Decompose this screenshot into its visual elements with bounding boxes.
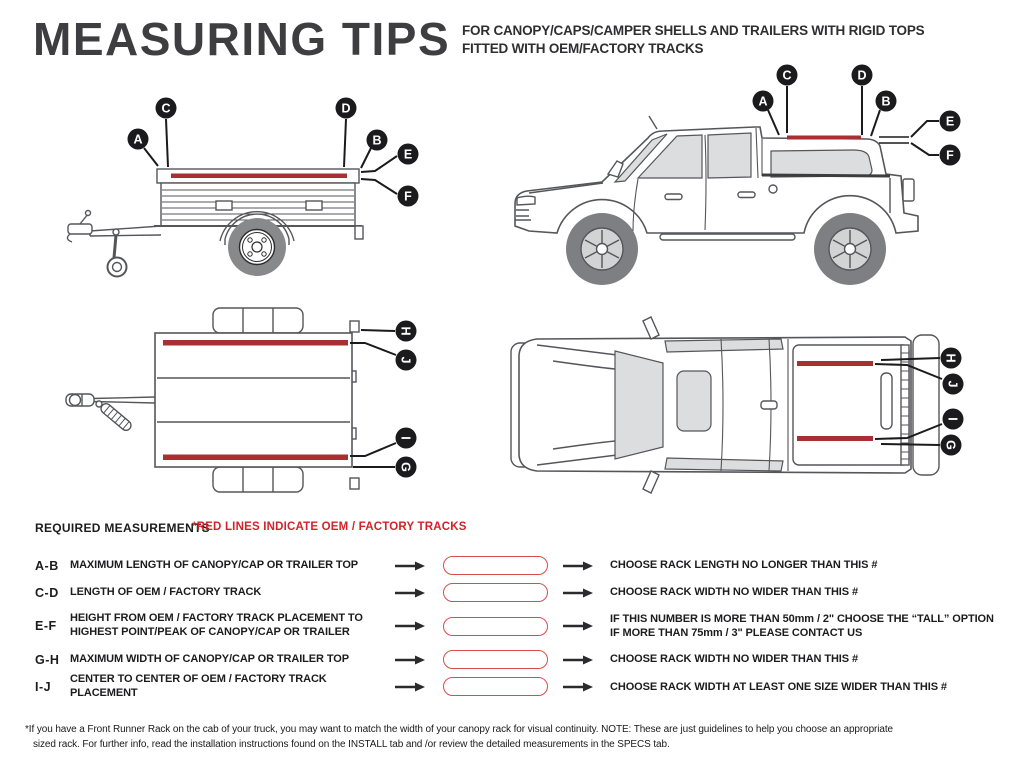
callout-d [852, 65, 873, 86]
svg-text:B: B [372, 133, 382, 148]
callout-i [396, 428, 417, 449]
footnote-line-2: sized rack. For further info, read the installation instructions found on the INSTALL tab and /or review the detailed measurements in the SPECS tab. [33, 739, 670, 750]
jockey-crank [99, 402, 133, 433]
measurement-value-field [443, 556, 548, 575]
measurement-value-field [443, 677, 548, 696]
measurement-instruction: CHOOSE RACK WIDTH NO WIDER THAN THIS # [610, 653, 858, 666]
subtitle-line-2: FITTED WITH OEM/FACTORY TRACKS [462, 40, 704, 56]
callout-f [398, 186, 419, 207]
callout-f [940, 145, 961, 166]
truck-top-drawing [511, 317, 939, 493]
arrow-right-icon [563, 588, 593, 598]
callout-h [941, 348, 962, 369]
arrow-right-icon [395, 588, 425, 598]
trailer-top-view-diagram [30, 305, 425, 505]
callout-e [398, 144, 419, 165]
measurement-description: MAXIMUM WIDTH OF CANOPY/CAP OR TRAILER TOP [70, 652, 349, 665]
measurement-key: I-J [35, 679, 52, 694]
measurement-instruction: CHOOSE RACK LENGTH NO LONGER THAN THIS # [610, 559, 878, 572]
measurement-key: C-D [35, 585, 59, 600]
measurement-row-ij [35, 673, 1010, 701]
arrow-right-icon [395, 621, 425, 631]
callout-d [336, 98, 357, 119]
footnote [25, 722, 1010, 752]
arrow-right-icon [395, 561, 425, 571]
oem-track-line [171, 174, 347, 179]
truck-side-drawing [515, 116, 918, 285]
trailer-side-view-diagram [30, 86, 425, 298]
footnote-line-1: *If you have a Front Runner Rack on the cab of your truck, you may want to match the width of your canopy rack for visual continuity. NOTE: These are just guidelines to help you choose an appropriate [25, 724, 893, 735]
callout-j [396, 350, 417, 371]
arrow-right-icon [563, 655, 593, 665]
measurement-value-field [443, 583, 548, 602]
measurement-row-cd [35, 579, 1010, 606]
callout-a [128, 129, 149, 150]
svg-text:F: F [946, 148, 954, 163]
measurement-value-field [443, 617, 548, 636]
svg-text:E: E [403, 147, 413, 162]
oem-track-line [797, 361, 873, 366]
svg-text:G: G [398, 462, 413, 472]
oem-track-line [163, 340, 348, 346]
measurement-row-gh [35, 646, 1010, 673]
svg-text:J: J [945, 380, 960, 388]
svg-text:J: J [398, 356, 413, 364]
page-title: MEASURING TIPS [33, 13, 451, 65]
measurement-row-ef [35, 606, 1010, 646]
svg-text:F: F [404, 189, 412, 204]
svg-text:I: I [945, 417, 960, 421]
svg-text:A: A [133, 132, 143, 147]
arrow-right-icon [395, 655, 425, 665]
subtitle-line-1: FOR CANOPY/CAPS/CAMPER SHELLS AND TRAILERS WITH RIGID TOPS [462, 23, 925, 38]
measurements-table [35, 552, 1010, 701]
measurement-description: LENGTH OF OEM / FACTORY TRACK [70, 585, 262, 598]
svg-text:B: B [881, 94, 891, 109]
arrow-right-icon [563, 621, 593, 631]
measurement-instruction: CHOOSE RACK WIDTH NO WIDER THAN THIS # [610, 586, 858, 599]
measurement-description: CENTER TO CENTER OF OEM / FACTORY TRACK PLACEMENT [70, 673, 327, 699]
trailer-top-drawing [66, 308, 359, 492]
callout-e [940, 111, 961, 132]
measurement-row-ab [35, 552, 1010, 579]
callout-j [943, 374, 964, 395]
measurement-instruction: CHOOSE RACK WIDTH AT LEAST ONE SIZE WIDER THAN THIS # [610, 680, 947, 693]
callout-c [156, 98, 177, 119]
svg-text:E: E [945, 114, 955, 129]
arrow-right-icon [563, 561, 593, 571]
callout-b [367, 130, 388, 151]
oem-track-line [163, 455, 348, 461]
measurement-key: G-H [35, 652, 60, 667]
callout-g [396, 457, 417, 478]
measurement-value-field [443, 650, 548, 669]
callout-a [753, 91, 774, 112]
measurement-key: E-F [35, 619, 57, 633]
trailer-side-drawing [67, 169, 363, 277]
measurement-instruction: IF THIS NUMBER IS MORE THAN 50mm / 2" CHOOSE THE “TALL” OPTION IF MORE THAN 75mm / 3" PLEASE CONTACT US [610, 612, 994, 639]
svg-text:A: A [758, 94, 768, 109]
page-subtitle [462, 22, 924, 57]
svg-text:C: C [782, 68, 792, 83]
svg-text:H: H [943, 353, 958, 363]
measurement-key: A-B [35, 558, 59, 573]
required-measurements-heading: REQUIRED MEASUREMENTS [35, 521, 210, 535]
svg-text:D: D [857, 68, 867, 83]
svg-text:H: H [398, 326, 413, 336]
svg-text:C: C [161, 101, 171, 116]
svg-text:I: I [398, 436, 413, 440]
front-wheel [566, 213, 638, 285]
red-lines-legend-note: *RED LINES INDICATE OEM / FACTORY TRACKS [192, 521, 467, 533]
callout-h [396, 321, 417, 342]
measurement-description: HEIGHT FROM OEM / FACTORY TRACK PLACEMENT TO HIGHEST POINT/PEAK OF CANOPY/CAP OR TRAILER [70, 612, 363, 638]
measurement-description: MAXIMUM LENGTH OF CANOPY/CAP OR TRAILER TOP [70, 558, 359, 571]
arrow-right-icon [563, 682, 593, 692]
callout-c [777, 65, 798, 86]
truck-side-view-diagram [505, 58, 965, 300]
callout-b [876, 91, 897, 112]
truck-top-view-diagram [505, 305, 965, 505]
oem-track-line [797, 436, 873, 441]
svg-text:G: G [943, 440, 958, 450]
callout-i [943, 409, 964, 430]
oem-track-line [787, 136, 861, 140]
callout-g [941, 435, 962, 456]
trailer-top-callouts [350, 321, 417, 478]
arrow-right-icon [395, 682, 425, 692]
rear-wheel [814, 213, 886, 285]
svg-text:D: D [341, 101, 351, 116]
